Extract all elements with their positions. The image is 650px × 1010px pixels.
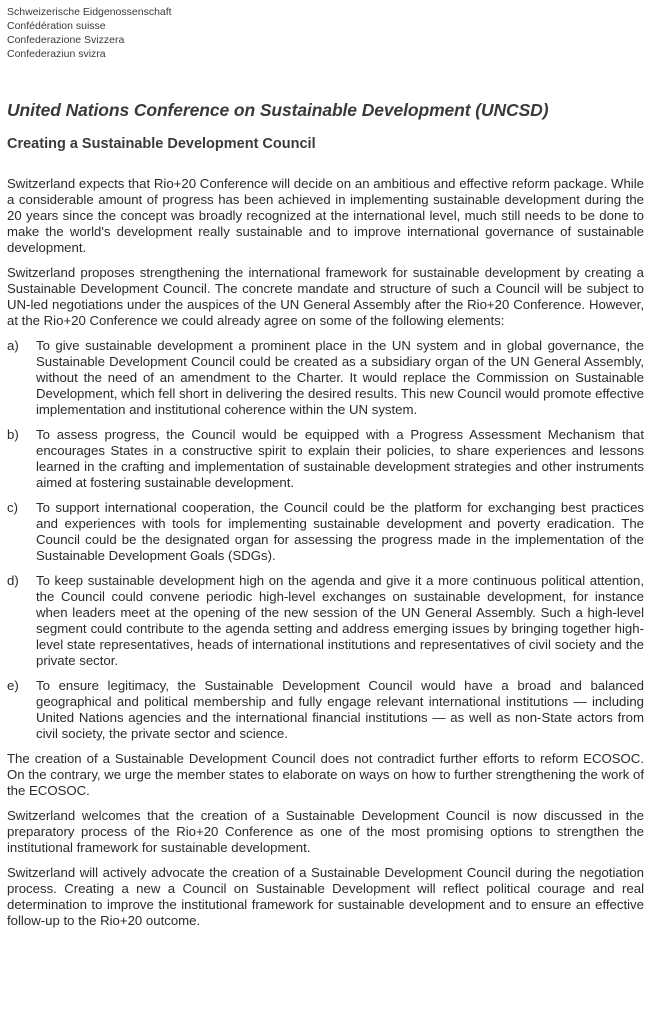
list-item-marker: e) [7,678,19,693]
list-item-text: To assess progress, the Council would be equipped with a Progress Assessment Mechanism that encourages States in a constructive spirit to explain their policies, to share experiences and lessons learned in the crafting and implementation of sustainable development strategies and other instruments aimed at fostering sustainable development. [36,427,644,490]
document-body [7,176,644,938]
list-item-text: To keep sustainable development high on the agenda and give it a more continuous political attention, the Council could convene periodic high-level exchanges on sustainable development, for instance when leaders meet at the opening of the new session of the UN General Assembly. Such a high-level segment could contribute to the agenda setting and address emerging issues by bringing together high-level state representatives, heads of international institutions and representatives of civil society and the private sector. [36,573,644,668]
elements-list [7,338,644,742]
letterhead [7,5,172,61]
paragraph-closing-ecosoc: The creation of a Sustainable Development Council does not contradict further efforts to reform ECOSOC. On the contrary, we urge the member states to elaborate on ways on how to further strengthening the work of the ECOSOC. [7,751,644,798]
letterhead-line-romansh: Confederaziun svizra [7,48,106,60]
letterhead-line-german: Schweizerische Eidgenossenschaft [7,6,172,18]
list-item-text: To support international cooperation, the Council could be the platform for exchanging best practices and experiences with tools for implementing sustainable development and poverty eradication. The Council could be the designated organ for assessing the progress made in the implementation of the Sustainable Development Goals (SDGs). [36,500,644,563]
paragraph-closing-welcome: Switzerland welcomes that the creation of a Sustainable Development Council is now discussed in the preparatory process of the Rio+20 Conference as one of the most promising options to strengthen the institutional framework for sustainable development. [7,808,644,855]
paragraph-closing-advocate: Switzerland will actively advocate the creation of a Sustainable Development Council during the negotiation process. Creating a new a Council on Sustainable Development will reflect political courage and real determination to improve the institutional framework for sustainable development and to ensure an effective follow-up to the Rio+20 outcome. [7,865,644,928]
paragraph-intro-proposal: Switzerland proposes strengthening the international framework for sustainable development by creating a Sustainable Development Council. The concrete mandate and structure of such a Council will be subject to UN-led negotiations under the auspices of the UN General Assembly after the Rio+20 Conference. However, at the Rio+20 Conference we could already agree on some of the following elements: [7,265,644,328]
paragraph-intro-expectations: Switzerland expects that Rio+20 Conference will decide on an ambitious and effective reform package. While a considerable amount of progress has been achieved in implementing sustainable development during the 20 years since the concept was broadly recognized at the international level, much still needs to be done to make the world's development really sustainable and to improve international governance of sustainable development. [7,176,644,255]
letterhead-line-french: Confédération suisse [7,20,106,32]
list-item [7,678,644,742]
list-item-text: To give sustainable development a prominent place in the UN system and in global governance, the Sustainable Development Council could be created as a subsidiary organ of the UN General Assembly, without the need of an amendment to the Charter. It would replace the Commission on Sustainable Development, which fell short in delivering the desired results. This new Council would promote effective implementation and institutional coherence within the UN system. [36,338,644,417]
list-item [7,427,644,491]
document-subtitle: Creating a Sustainable Development Council [7,136,316,152]
list-item [7,338,644,418]
letterhead-line-italian: Confederazione Svizzera [7,34,125,46]
list-item-marker: a) [7,338,19,353]
list-item-text: To ensure legitimacy, the Sustainable Development Council would have a broad and balanced geographical and political membership and fully engage relevant international institutions — including United Nations agencies and the international financial institutions — as well as non-State actors from civil society, the private sector and science. [36,678,644,741]
document-title: United Nations Conference on Sustainable Development (UNCSD) [7,100,549,120]
list-item-marker: d) [7,573,19,588]
list-item [7,500,644,564]
list-item-marker: c) [7,500,18,515]
list-item-marker: b) [7,427,19,442]
list-item [7,573,644,669]
